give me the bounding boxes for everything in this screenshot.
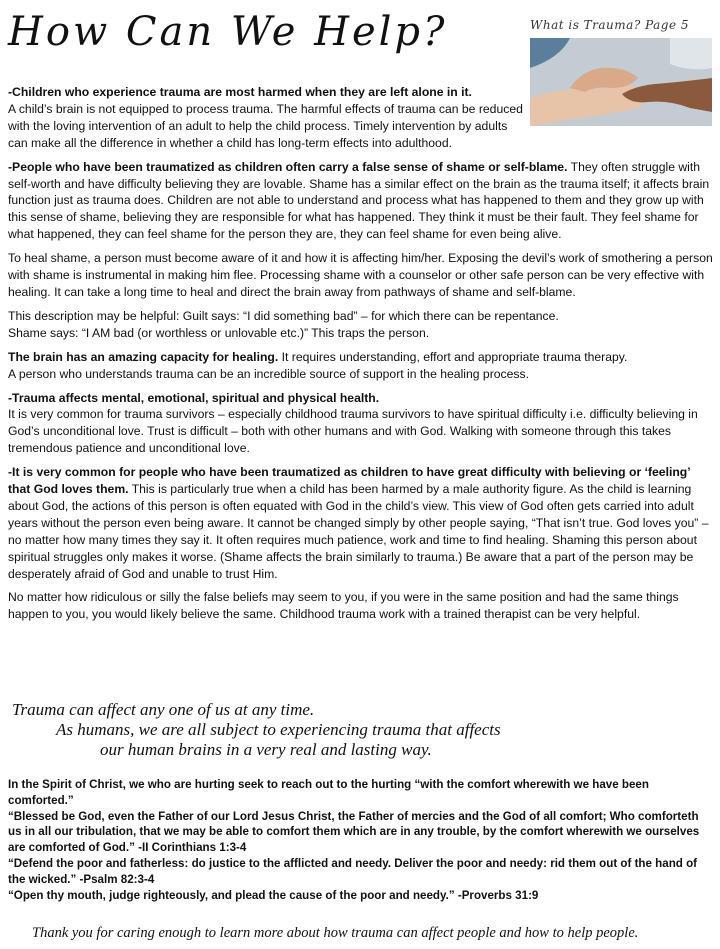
paragraph-heading: The brain has an amazing capacity for healing. — [8, 349, 279, 364]
page-label: What is Trauma? Page 5 — [530, 18, 689, 32]
paragraph-text: No matter how ridiculous or silly the false beliefs may seem to you, if you were in the same position and had the same things happen to you, you would likely believe the same. Childhood trauma work with a trained therapist can be very helpful. — [8, 590, 679, 622]
paragraph-guilt-shame — [8, 308, 714, 342]
scripture-block — [8, 777, 714, 903]
paragraph-false-beliefs — [8, 589, 714, 623]
paragraph-text: It is very common for trauma survivors – especially childhood trauma survivors to have spiritual difficulty i.e. difficulty believing in God’s unconditional love. Trust is difficult – both with other humans and with God. Walking with someone through this takes tremendous patience and unconditional love. — [8, 407, 698, 456]
scripture-line: “Blessed be God, even the Father of our Lord Jesus Christ, the Father of mercies and the God of all comfort; Who comforteth us in all our tribulation, that we may be able to comfort them which are in any trouble, by the comfort wherewith we ourselves are comforted of God.” -II Corinthians 1:3-4 — [8, 809, 700, 855]
quote-line: Trauma can affect any one of us at any time. — [12, 700, 315, 719]
paragraph-text: This description may be helpful: Guilt says: “I did something bad” – for which there can be repentance. — [8, 308, 559, 323]
paragraph-text: To heal shame, a person must become aware of it and how it is affecting him/her. Exposing the devil’s work of smothering a person with shame is instrumental in making him flee. Processing shame with a counselor or other safe person can be very effective with healing. It can take a long time to heal and direct the brain away from pathways of shame and self-blame. — [8, 251, 713, 299]
page-title: How Can We Help? — [8, 9, 448, 55]
thank-you-note: Thank you for caring enough to learn more about how trauma can affect people and how to help people. — [32, 925, 639, 941]
paragraph-text: A child’s brain is not equipped to process trauma. The harmful effects of trauma can be reduced with the loving intervention of an adult to help the child process. Timely intervention by adults can make all the difference in whether a child has long-term effects into adulthood. — [8, 101, 523, 150]
paragraph-text: It requires understanding, effort and appropriate trauma therapy. — [278, 349, 628, 364]
quote-line: our human brains in a very real and lasting way. — [100, 740, 432, 759]
paragraph-heal-shame — [8, 250, 714, 301]
paragraph-text: This is particularly true when a child has been harmed by a male authority figure. As the child is learning about God, the actions of this person is often equated with God in the child’s view. This view of God often gets carried into adult years without the person even being aware. It cannot be changed simply by other people saying, “That isn’t true. God loves you” – no matter how many times they say it. It often requires much patience, work and time to find healing. Shaming this person about spiritual struggles only makes it worse. (Shame affects the brain similarly to trauma.) Be aware that a part of the person may be desperately afraid of God and unable to trust Him. — [8, 482, 709, 581]
paragraph-brain-healing — [8, 349, 714, 383]
scripture-line: “Open thy mouth, judge righteously, and plead the cause of the poor and needy.” -Proverbs 31:9 — [8, 888, 539, 902]
body-text — [8, 84, 714, 630]
paragraph-heading: -Trauma affects mental, emotional, spiritual and physical health. — [8, 390, 380, 405]
paragraph-heading: -Children who experience trauma are most harmed when they are left alone in it. — [8, 85, 472, 99]
paragraph-text: A person who understands trauma can be an incredible source of support in the healing process. — [8, 366, 529, 381]
quote-line: As humans, we are all subject to experiencing trauma that affects — [56, 720, 501, 739]
paragraph-text: Shame says: “I AM bad (or worthless or unlovable etc.)” This traps the person. — [8, 325, 430, 340]
quote-block — [12, 700, 712, 760]
paragraph-children-alone — [8, 84, 524, 152]
paragraph-trauma-health — [8, 390, 714, 458]
scripture-line: In the Spirit of Christ, we who are hurting seek to reach out to the hurting “with the comfort wherewith we have been comforted.” — [8, 778, 649, 807]
paragraph-heading: -People who have been traumatized as children often carry a false sense of shame or self-blame. — [8, 159, 568, 174]
paragraph-text: They often struggle with self-worth and have difficulty believing they are lovable. Shame has a similar effect on the brain as the trauma itself; it affects brain function just as trauma does. Children are not able to understand and process what has happened to them and they grow up with this sense of shame, believing they are responsible for what has happened. They think it must be their fault. They feel shame for what happened, they can feel shame for the person they are, they can feel shame for even being alive. — [8, 159, 710, 242]
paragraph-shame — [8, 159, 714, 244]
paragraph-heading: -It is very common for people who have been traumatized as children to have great difficulty with believing or ‘feeling’ that God loves them. — [8, 465, 690, 497]
scripture-line: “Defend the poor and fatherless: do justice to the afflicted and needy. Deliver the poor and needy: rid them out of the hand of the wicked.” -Psalm 82:3-4 — [8, 856, 698, 886]
paragraph-god-loves — [8, 464, 714, 582]
